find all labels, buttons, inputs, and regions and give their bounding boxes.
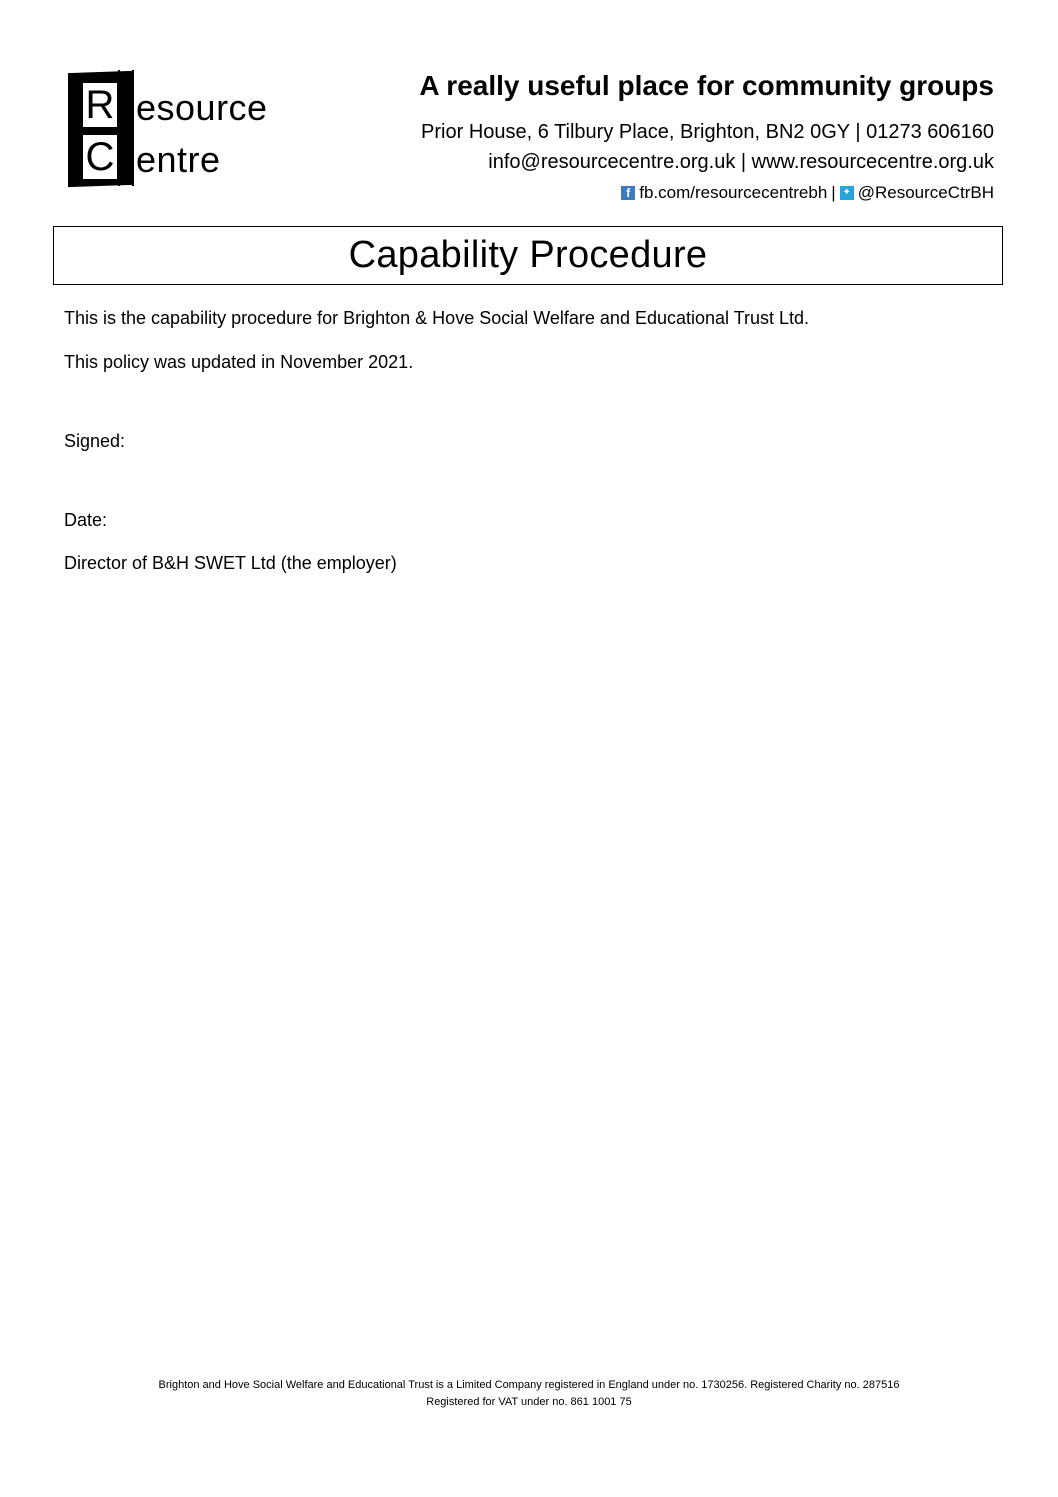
title-box bbox=[53, 226, 1003, 285]
header-tagline: A really useful place for community groups bbox=[419, 70, 994, 101]
social-separator: | bbox=[831, 183, 836, 202]
resource-centre-logo bbox=[68, 70, 293, 188]
logo-letter-c: C bbox=[82, 134, 118, 180]
logo-word-esource: esource bbox=[136, 87, 268, 128]
facebook-link[interactable]: fb.com/resourcecentrebh bbox=[639, 183, 828, 202]
header-email-website: info@resourcecentre.org.uk | www.resourcecentre.org.uk bbox=[488, 151, 994, 173]
header-address: Prior House, 6 Tilbury Place, Brighton, BN2 0GY | 01273 606160 bbox=[421, 121, 994, 143]
footer-registration: Brighton and Hove Social Welfare and Educational Trust is a Limited Company registered in England under no. 1730256. Registered Charity no. 287516 bbox=[158, 1379, 900, 1391]
intro-paragraph: This is the capability procedure for Brighton & Hove Social Welfare and Educational Trust Ltd. bbox=[64, 308, 810, 328]
updated-paragraph: This policy was updated in November 2021. bbox=[64, 352, 414, 372]
logo-letter-r: R bbox=[82, 82, 118, 128]
date-label: Date: bbox=[64, 510, 108, 530]
twitter-handle[interactable]: @ResourceCtrBH bbox=[857, 183, 994, 202]
twitter-icon: ✦ bbox=[840, 186, 854, 200]
page-title: Capability Procedure bbox=[348, 234, 708, 276]
logo-word-entre: entre bbox=[136, 139, 221, 180]
signed-label: Signed: bbox=[64, 431, 126, 451]
footer-vat: Registered for VAT under no. 861 1001 75 bbox=[426, 1396, 632, 1408]
facebook-icon: f bbox=[621, 186, 635, 200]
header-social-links bbox=[621, 183, 994, 203]
logo-door-frame bbox=[118, 70, 134, 186]
signatory-text: Director of B&H SWET Ltd (the employer) bbox=[64, 553, 397, 573]
